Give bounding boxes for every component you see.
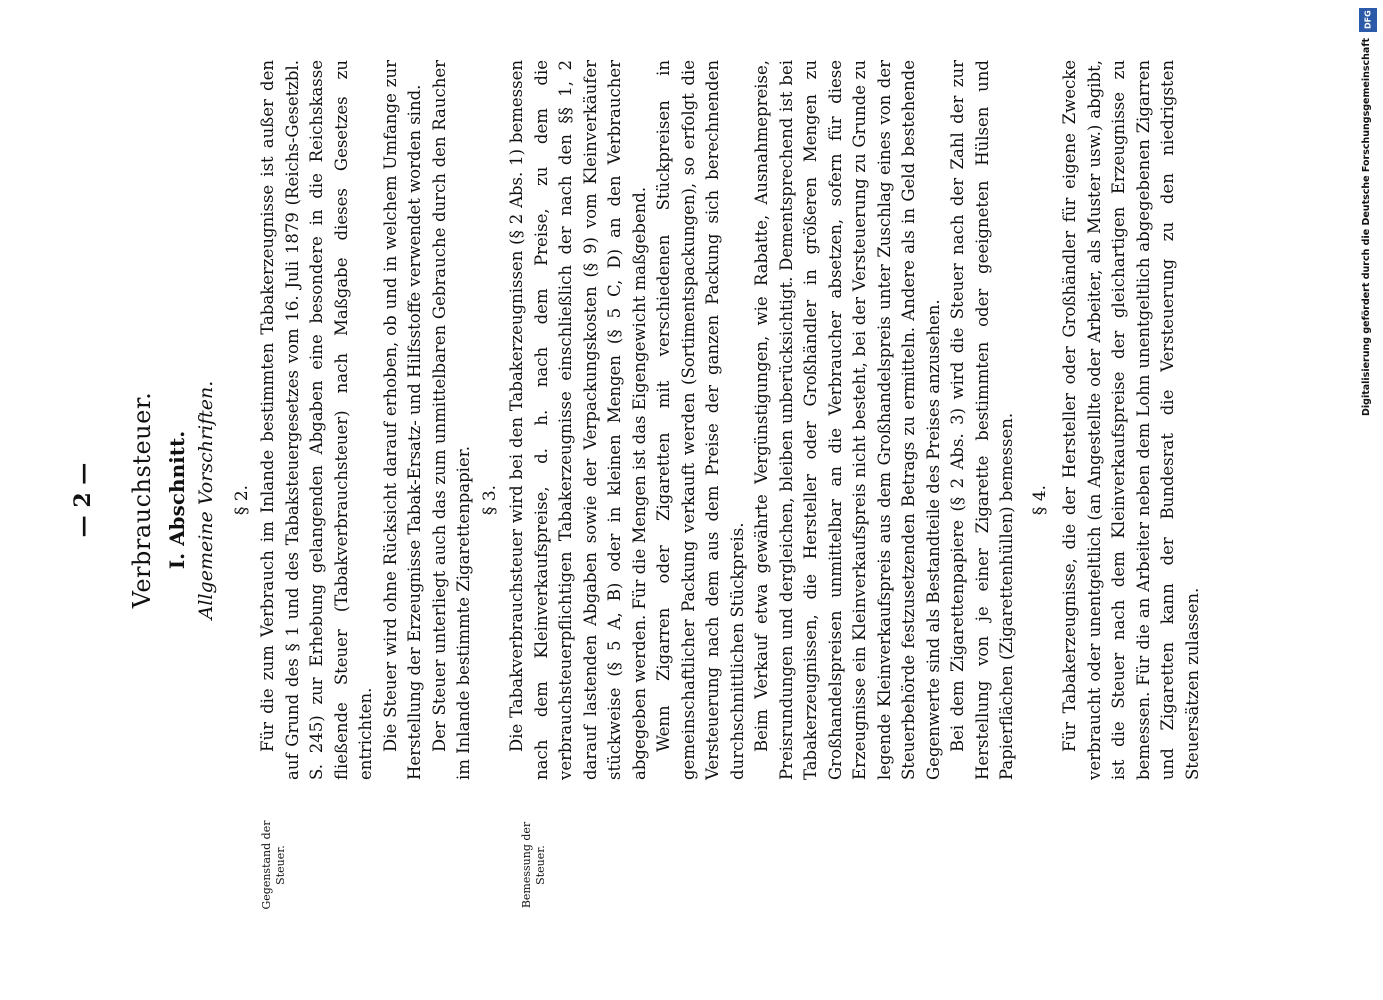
stamp-text: Digitalisierung gefördert durch die Deutsche Forschungsgemeinschaft (1361, 38, 1372, 416)
body-text: Die Steuer wird ohne Rücksicht darauf erhoben, ob und in welchem Umfange zur Herstellung der Erzeugnisse Tabak-Ersatz- und Hilfsstoffe verwendet worden sind. (380, 60, 424, 780)
subsection-heading: Allgemeine Vorschriften. (195, 380, 217, 620)
body-text: Bei dem Zigarettenpapiere (§ 2 Abs. 3) wird die Steuer nach der Zahl der zur Herstellung von je einer Zigarette bestimmten oder geeigneten Hülsen und Papierflächen (Zigarettenhüllen) bemessen. (948, 60, 1016, 780)
body-text: Für die zum Verbrauch im Inlande bestimmten Tabakerzeugnisse ist außer den auf Grund des § 1 und des Tabaksteuergesetzes vom 16. Juli 1879 (Reichs-Gesetzbl. S. 245) zur Erhebung gelangenden Abgaben eine besondere in die Reichskasse fließende Steuer (Tabakverbrauchsteuer) nach Maßgabe dieses Gesetzes zu entrichten. (258, 60, 375, 780)
body-text: Für Tabakerzeugnisse, die der Hersteller oder Großhändler für eigene Zwecke verbraucht oder unentgeltlich (an Angestellte oder Arbeiter, als Muster usw.) abgibt, ist die Steuer nach dem Kleinverkaufspreise der gleichartigen Erzeugnisse zu bemessen. Für die an Arbeiter neben dem Lohn unentgeltlich abgegebenen Zigarren und Zigaretten kann der Bundesrat die Versteuerung zu den niedrigsten Steuersätzen zulassen. (1060, 60, 1202, 780)
margin-note: Bemessung der Steuer. (520, 821, 547, 909)
margin-note: Gegenstand der Steuer. (260, 820, 287, 910)
paragraph-body (505, 60, 1020, 780)
section-heading: I. Abschnitt. (165, 430, 189, 570)
dfg-digitization-stamp (1359, 8, 1379, 416)
body-text: Der Steuer unterliegt auch das zum unmittelbaren Gebrauche durch den Raucher im Inlande bestimmte Zigarettenpapier. (429, 60, 473, 780)
paragraph-heading: § 3. (480, 484, 500, 516)
body-text: Beim Verkauf etwa gewährte Vergünstigungen, wie Rabatte, Ausnahmepreise, Preisrundungen und dergleichen, bleiben unberücksichtigt. Dementsprechend ist bei Tabakerzeugnissen, die Hersteller oder Großhändler in größeren Mengen zu Großhandelspreisen unmittelbar an die Verbraucher absetzen, sofern für diese Erzeugnisse ein Kleinverkaufspreis nicht besteht, bei der Versteuerung zu Grunde zu legende Kleinverkaufspreis aus dem Großhandelspreis unter Zuschlag eines von der Steuerbehörde festzusetzenden Betrags zu ermitteln. Andere als in Geld bestehende Gegenwerte sind als Bestandteile des Preises anzusehen. (752, 60, 943, 780)
paragraph-heading: § 4. (1030, 484, 1050, 516)
body-text: Wenn Zigarren oder Zigaretten mit verschiedenen Stückpreisen in gemeinschaftlicher Packung verkauft werden (Sortimentspackungen), so erfolgt die Versteuerung nach dem aus dem Preise der ganzen Packung sich berechnenden durchschnittlichen Stückpreis. (654, 60, 747, 780)
page-number: — 2 — (70, 462, 96, 538)
body-text: Die Tabakverbrauchsteuer wird bei den Tabakerzeugnissen (§ 2 Abs. 1) bemessen nach dem Kleinverkaufspreise, d. h. nach dem Preise, zu dem die verbrauchsteuerpflichtigen Tabakerzeugnisse einschließlich der nach den §§ 1, 2 darauf lastenden Abgaben sowie der Verpackungskosten (§ 9) vom Kleinverkäufer stückweise (§ 5 A, B) oder in kleinen Mengen (§ 5 C, D) an den Verbraucher abgegeben werden. Für die Mengen ist das Eigengewicht maßgebend. (507, 60, 649, 780)
paragraph-heading: § 2. (232, 484, 252, 516)
paragraph-body (1058, 60, 1205, 780)
paragraph-body (256, 60, 477, 780)
page-title: Verbrauchsteuer. (128, 391, 156, 609)
dfg-logo-icon: DFG (1359, 8, 1377, 32)
